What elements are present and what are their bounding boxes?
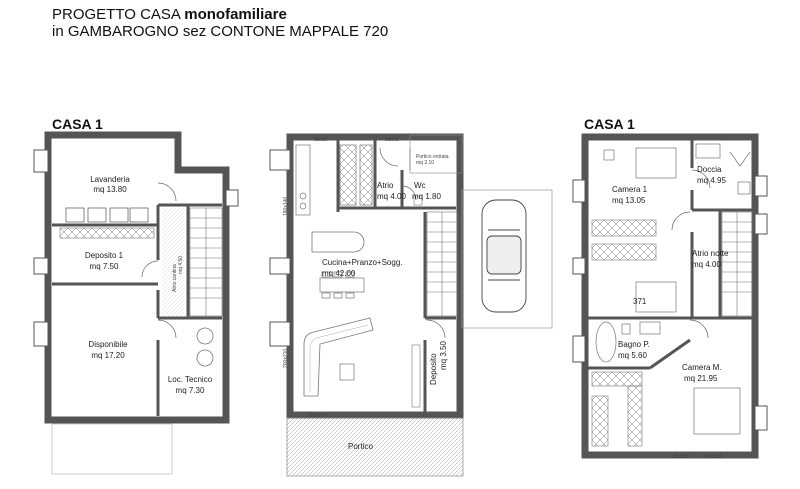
room-disponibile-area: mq 17.20 [91,351,125,360]
room-deposito1-area: mq 7.50 [89,262,119,271]
plan-middle-kitchen-units [296,145,372,215]
plan-middle-sofa [304,318,373,396]
room-portico-entrata-name: Portico entrata [416,154,449,160]
room-loc-tecnico-area: mq 7.30 [175,386,205,395]
plan-left-shelf [60,228,154,238]
plan-right-wardrobe-3 [592,372,642,386]
room-camera-m-name: Camera M. [682,363,722,372]
dim-mid-6: 200x210 [283,348,289,368]
plan-middle-deposito-shelf [412,345,420,407]
project-title-line-2: in GAMBAROGNO sez CONTONE MAPPALE 720 [52,23,389,40]
plan-right-stairs [722,212,752,316]
plan-middle-doors [380,148,445,338]
plan-middle-portico-deck [287,418,463,476]
room-doccia-area: mq 4.95 [697,176,726,185]
plan-left-label: CASA 1 [52,116,103,132]
room-deposito-name: Deposito [429,353,438,385]
room-loc-tecnico-name: Loc. Tecnico [167,375,213,384]
room-camera-m-area: mq 21.95 [684,374,718,383]
room-atrio-name: Atrio [377,181,394,190]
room-wc-name: Wc [414,181,426,190]
room-atrio-notte-name: Atrio notte [692,249,729,258]
car-icon [482,200,526,312]
dim-mid-5: 180x140 [283,196,289,216]
room-lavanderia-area: mq 13.80 [93,185,127,194]
room-atrio-area: mq 4.00 [377,192,406,201]
dim-right-1: 135x215 [670,454,690,460]
room-bagno-area: mq 5.60 [618,351,647,360]
plan-middle-coffee-table [340,364,354,380]
plan-right-wardrobe-5 [628,386,642,446]
room-portico-name: Portico [348,442,373,451]
room-doccia-name: Doccia [697,165,722,174]
plan-left-tanks [197,328,213,366]
plan-left-stairs [190,208,222,316]
room-atrio-cantina-area: mq 4.50 [178,255,184,274]
plan-middle [270,135,552,476]
plan-right-mark: 371 [633,297,647,306]
plan-right-wardrobe-4 [592,396,608,446]
room-atrio-notte-area: mq 4.00 [692,260,721,269]
dim-mid-1: 90x80 [314,137,328,143]
room-cucina-area: mq 42.00 [322,269,356,278]
room-deposito-area: mq 3.50 [439,341,448,370]
room-camera1-area: mq 13.05 [612,196,646,205]
project-title-suffix: monofamiliare [184,6,287,23]
plan-middle-kitchen-island [312,232,364,252]
room-wc-area: mq 1.80 [412,192,441,201]
dim-mid-4: 60x60 [385,137,399,143]
plan-left [34,135,238,474]
project-title-prefix: PROGETTO CASA [52,6,185,23]
room-camera1-name: Camera 1 [612,185,648,194]
plan-left-outdoor-pad [52,424,172,474]
room-portico-entrata-area: mq 2.10 [416,160,435,166]
plan-left-laundry-fixtures [66,208,148,222]
room-lavanderia-name: Lavanderia [90,175,130,184]
plan-right [573,137,767,460]
dim-mid-3: 220x210 [308,413,328,419]
plan-middle-stairs [427,212,457,316]
room-disponibile-name: Disponibile [88,340,128,349]
dim-right-2: 80x215 [706,454,723,460]
plan-right-wardrobe-2 [592,244,656,260]
plan-right-wardrobe-1 [592,220,656,236]
room-atrio-cantina-name: Atrio cantina [172,264,178,292]
room-cucina-name: Cucina+Pranzo+Sogg. [322,258,403,267]
room-bagno-name: Bagno P. [618,340,650,349]
plan-right-label: CASA 1 [584,116,635,132]
room-deposito1-name: Deposito 1 [84,251,124,260]
